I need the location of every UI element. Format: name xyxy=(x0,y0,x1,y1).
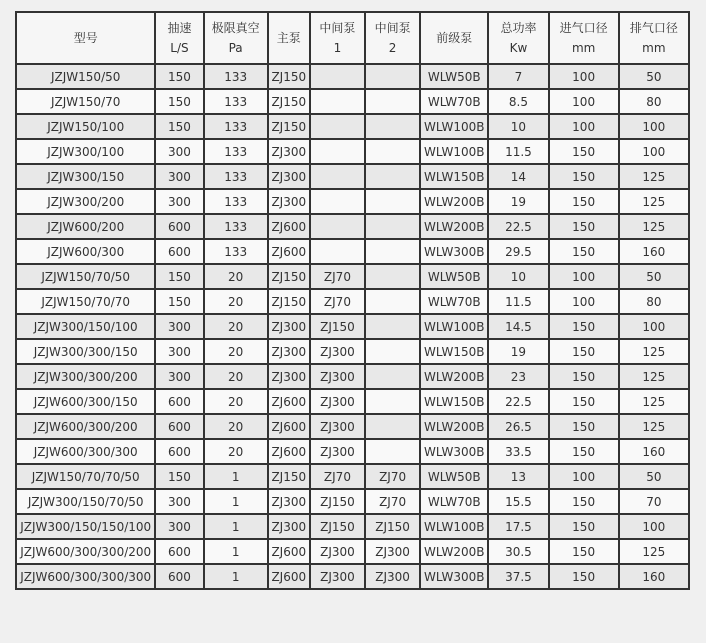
table-row xyxy=(16,514,689,539)
cell-backing: WLW100B xyxy=(420,514,488,539)
cell-vacuum: 20 xyxy=(204,439,268,464)
cell-main: ZJ300 xyxy=(268,489,310,514)
table-row xyxy=(16,414,689,439)
cell-main: ZJ600 xyxy=(268,414,310,439)
cell-outlet: 125 xyxy=(619,364,689,389)
cell-vacuum: 20 xyxy=(204,289,268,314)
cell-model: JZJW600/300/300/200 xyxy=(16,539,155,564)
cell-backing: WLW200B xyxy=(420,214,488,239)
column-header-mid-pump-2 xyxy=(365,12,420,64)
cell-mid1 xyxy=(310,214,365,239)
cell-backing: WLW300B xyxy=(420,239,488,264)
cell-mid1: ZJ70 xyxy=(310,264,365,289)
cell-vacuum: 20 xyxy=(204,314,268,339)
column-sub-label: 2 xyxy=(388,41,397,55)
cell-backing: WLW100B xyxy=(420,314,488,339)
cell-power: 15.5 xyxy=(488,489,548,514)
cell-mid1: ZJ150 xyxy=(310,514,365,539)
column-label: 总功率 xyxy=(500,21,537,35)
column-label: 中间泵 xyxy=(319,21,356,35)
cell-main: ZJ300 xyxy=(268,314,310,339)
cell-outlet: 80 xyxy=(619,89,689,114)
cell-main: ZJ600 xyxy=(268,439,310,464)
cell-backing: WLW150B xyxy=(420,339,488,364)
cell-model: JZJW150/100 xyxy=(16,114,155,139)
cell-backing: WLW200B xyxy=(420,539,488,564)
column-sub-label: mm xyxy=(642,41,666,55)
table-row xyxy=(16,464,689,489)
table-row xyxy=(16,314,689,339)
column-label: 型号 xyxy=(73,31,98,45)
table-row xyxy=(16,539,689,564)
cell-mid2 xyxy=(365,289,420,314)
table-row xyxy=(16,164,689,189)
cell-speed: 300 xyxy=(155,139,203,164)
table-row xyxy=(16,289,689,314)
cell-outlet: 125 xyxy=(619,214,689,239)
cell-main: ZJ300 xyxy=(268,164,310,189)
cell-speed: 600 xyxy=(155,439,203,464)
cell-outlet: 125 xyxy=(619,164,689,189)
cell-power: 17.5 xyxy=(488,514,548,539)
cell-model: JZJW600/300/300/300 xyxy=(16,564,155,589)
table-row xyxy=(16,189,689,214)
table-row xyxy=(16,214,689,239)
cell-inlet: 150 xyxy=(549,314,619,339)
cell-mid2: ZJ300 xyxy=(365,539,420,564)
cell-inlet: 150 xyxy=(549,364,619,389)
cell-main: ZJ150 xyxy=(268,289,310,314)
cell-power: 29.5 xyxy=(488,239,548,264)
table-row xyxy=(16,114,689,139)
cell-power: 14.5 xyxy=(488,314,548,339)
cell-speed: 300 xyxy=(155,189,203,214)
cell-vacuum: 1 xyxy=(204,564,268,589)
cell-outlet: 160 xyxy=(619,564,689,589)
column-label: 前级泵 xyxy=(436,31,473,45)
cell-outlet: 100 xyxy=(619,514,689,539)
cell-outlet: 50 xyxy=(619,464,689,489)
cell-outlet: 50 xyxy=(619,264,689,289)
cell-mid1: ZJ300 xyxy=(310,339,365,364)
table-row xyxy=(16,239,689,264)
cell-mid1: ZJ70 xyxy=(310,464,365,489)
cell-speed: 300 xyxy=(155,364,203,389)
cell-vacuum: 133 xyxy=(204,214,268,239)
cell-speed: 150 xyxy=(155,64,203,89)
cell-model: JZJW600/300 xyxy=(16,239,155,264)
cell-power: 26.5 xyxy=(488,414,548,439)
cell-power: 11.5 xyxy=(488,289,548,314)
cell-backing: WLW200B xyxy=(420,364,488,389)
column-header-inlet-diameter xyxy=(549,12,619,64)
cell-model: JZJW600/300/300 xyxy=(16,439,155,464)
cell-mid1 xyxy=(310,189,365,214)
table-row xyxy=(16,364,689,389)
cell-model: JZJW300/150/100 xyxy=(16,314,155,339)
cell-inlet: 150 xyxy=(549,189,619,214)
cell-vacuum: 20 xyxy=(204,339,268,364)
cell-outlet: 100 xyxy=(619,139,689,164)
cell-mid2 xyxy=(365,364,420,389)
cell-outlet: 125 xyxy=(619,539,689,564)
cell-main: ZJ600 xyxy=(268,389,310,414)
cell-main: ZJ300 xyxy=(268,364,310,389)
table-body xyxy=(16,64,689,589)
table-row xyxy=(16,339,689,364)
cell-mid1 xyxy=(310,89,365,114)
cell-outlet: 125 xyxy=(619,189,689,214)
cell-vacuum: 133 xyxy=(204,114,268,139)
cell-speed: 600 xyxy=(155,239,203,264)
cell-mid2: ZJ70 xyxy=(365,464,420,489)
cell-main: ZJ600 xyxy=(268,214,310,239)
cell-outlet: 50 xyxy=(619,64,689,89)
cell-speed: 600 xyxy=(155,539,203,564)
cell-mid2 xyxy=(365,389,420,414)
table-row xyxy=(16,139,689,164)
column-label: 极限真空 xyxy=(211,21,260,35)
cell-power: 13 xyxy=(488,464,548,489)
cell-inlet: 150 xyxy=(549,564,619,589)
cell-inlet: 150 xyxy=(549,439,619,464)
cell-power: 7 xyxy=(488,64,548,89)
cell-inlet: 100 xyxy=(549,264,619,289)
cell-mid2: ZJ70 xyxy=(365,489,420,514)
cell-speed: 300 xyxy=(155,489,203,514)
cell-backing: WLW300B xyxy=(420,439,488,464)
cell-outlet: 80 xyxy=(619,289,689,314)
cell-inlet: 100 xyxy=(549,464,619,489)
table-row xyxy=(16,389,689,414)
cell-speed: 150 xyxy=(155,464,203,489)
column-sub-label: mm xyxy=(571,41,596,55)
cell-backing: WLW150B xyxy=(420,389,488,414)
cell-outlet: 125 xyxy=(619,389,689,414)
cell-model: JZJW300/200 xyxy=(16,189,155,214)
cell-mid1: ZJ300 xyxy=(310,389,365,414)
cell-vacuum: 20 xyxy=(204,264,268,289)
cell-mid1: ZJ300 xyxy=(310,364,365,389)
column-label: 抽速 xyxy=(167,21,192,35)
cell-main: ZJ150 xyxy=(268,64,310,89)
column-label: 排气口径 xyxy=(629,21,678,35)
cell-speed: 300 xyxy=(155,514,203,539)
column-header-mid-pump-1 xyxy=(310,12,365,64)
cell-backing: WLW300B xyxy=(420,564,488,589)
cell-inlet: 150 xyxy=(549,489,619,514)
cell-mid1 xyxy=(310,164,365,189)
cell-mid2 xyxy=(365,439,420,464)
cell-speed: 150 xyxy=(155,89,203,114)
cell-power: 33.5 xyxy=(488,439,548,464)
cell-mid2 xyxy=(365,339,420,364)
cell-backing: WLW100B xyxy=(420,139,488,164)
cell-backing: WLW50B xyxy=(420,464,488,489)
cell-model: JZJW300/150/70/50 xyxy=(16,489,155,514)
cell-inlet: 150 xyxy=(549,514,619,539)
cell-speed: 300 xyxy=(155,164,203,189)
column-label: 中间泵 xyxy=(374,21,411,35)
column-header-backing-pump xyxy=(420,12,488,64)
cell-mid1: ZJ300 xyxy=(310,439,365,464)
cell-mid1: ZJ300 xyxy=(310,539,365,564)
cell-main: ZJ300 xyxy=(268,514,310,539)
cell-backing: WLW50B xyxy=(420,264,488,289)
cell-inlet: 100 xyxy=(549,89,619,114)
cell-backing: WLW70B xyxy=(420,289,488,314)
cell-vacuum: 1 xyxy=(204,489,268,514)
cell-mid2 xyxy=(365,64,420,89)
table-header xyxy=(16,12,689,64)
cell-model: JZJW600/200 xyxy=(16,214,155,239)
column-header-speed xyxy=(155,12,203,64)
cell-backing: WLW70B xyxy=(420,489,488,514)
cell-vacuum: 20 xyxy=(204,364,268,389)
cell-power: 10 xyxy=(488,114,548,139)
cell-vacuum: 133 xyxy=(204,64,268,89)
cell-model: JZJW600/300/200 xyxy=(16,414,155,439)
cell-inlet: 100 xyxy=(549,64,619,89)
cell-inlet: 150 xyxy=(549,139,619,164)
cell-backing: WLW200B xyxy=(420,414,488,439)
cell-main: ZJ300 xyxy=(268,339,310,364)
cell-mid2 xyxy=(365,239,420,264)
cell-model: JZJW300/150 xyxy=(16,164,155,189)
cell-vacuum: 133 xyxy=(204,164,268,189)
cell-mid1 xyxy=(310,239,365,264)
cell-mid1: ZJ70 xyxy=(310,289,365,314)
cell-mid2 xyxy=(365,314,420,339)
cell-outlet: 125 xyxy=(619,339,689,364)
column-header-outlet-diameter xyxy=(619,12,689,64)
cell-inlet: 150 xyxy=(549,239,619,264)
cell-speed: 300 xyxy=(155,314,203,339)
table-row xyxy=(16,439,689,464)
cell-power: 19 xyxy=(488,339,548,364)
cell-vacuum: 1 xyxy=(204,539,268,564)
cell-mid1: ZJ150 xyxy=(310,314,365,339)
cell-vacuum: 1 xyxy=(204,464,268,489)
column-sub-label: 1 xyxy=(333,41,342,55)
cell-inlet: 150 xyxy=(549,389,619,414)
cell-speed: 150 xyxy=(155,114,203,139)
cell-main: ZJ600 xyxy=(268,564,310,589)
table-row xyxy=(16,264,689,289)
column-header-power xyxy=(488,12,548,64)
cell-vacuum: 133 xyxy=(204,189,268,214)
cell-outlet: 160 xyxy=(619,439,689,464)
cell-speed: 600 xyxy=(155,564,203,589)
cell-mid1 xyxy=(310,139,365,164)
cell-power: 14 xyxy=(488,164,548,189)
cell-power: 10 xyxy=(488,264,548,289)
cell-vacuum: 133 xyxy=(204,139,268,164)
cell-mid2 xyxy=(365,89,420,114)
cell-main: ZJ300 xyxy=(268,189,310,214)
cell-backing: WLW200B xyxy=(420,189,488,214)
cell-backing: WLW150B xyxy=(420,164,488,189)
cell-model: JZJW300/300/200 xyxy=(16,364,155,389)
cell-vacuum: 20 xyxy=(204,414,268,439)
cell-mid1: ZJ300 xyxy=(310,414,365,439)
cell-mid2 xyxy=(365,164,420,189)
cell-power: 23 xyxy=(488,364,548,389)
cell-inlet: 150 xyxy=(549,164,619,189)
cell-power: 19 xyxy=(488,189,548,214)
cell-model: JZJW300/300/150 xyxy=(16,339,155,364)
cell-mid2 xyxy=(365,264,420,289)
cell-model: JZJW600/300/150 xyxy=(16,389,155,414)
cell-speed: 600 xyxy=(155,214,203,239)
cell-inlet: 150 xyxy=(549,214,619,239)
cell-speed: 600 xyxy=(155,414,203,439)
cell-power: 8.5 xyxy=(488,89,548,114)
table-row xyxy=(16,89,689,114)
cell-speed: 150 xyxy=(155,289,203,314)
cell-backing: WLW100B xyxy=(420,114,488,139)
table-row xyxy=(16,564,689,589)
cell-mid2 xyxy=(365,189,420,214)
cell-outlet: 100 xyxy=(619,314,689,339)
cell-speed: 150 xyxy=(155,264,203,289)
table-row xyxy=(16,64,689,89)
cell-main: ZJ150 xyxy=(268,89,310,114)
cell-model: JZJW150/70/50 xyxy=(16,264,155,289)
cell-inlet: 150 xyxy=(549,539,619,564)
cell-power: 37.5 xyxy=(488,564,548,589)
cell-mid2 xyxy=(365,139,420,164)
cell-speed: 600 xyxy=(155,389,203,414)
cell-inlet: 150 xyxy=(549,414,619,439)
cell-outlet: 70 xyxy=(619,489,689,514)
column-header-model xyxy=(16,12,155,64)
cell-inlet: 100 xyxy=(549,114,619,139)
column-sub-label: Kw xyxy=(509,41,528,55)
cell-mid1 xyxy=(310,114,365,139)
cell-mid1 xyxy=(310,64,365,89)
column-sub-label: L/S xyxy=(170,41,189,55)
cell-mid1: ZJ300 xyxy=(310,564,365,589)
cell-main: ZJ150 xyxy=(268,114,310,139)
cell-vacuum: 133 xyxy=(204,89,268,114)
cell-backing: WLW50B xyxy=(420,64,488,89)
cell-outlet: 100 xyxy=(619,114,689,139)
cell-vacuum: 133 xyxy=(204,239,268,264)
column-label: 主泵 xyxy=(276,31,301,45)
column-label: 进气口径 xyxy=(559,21,608,35)
cell-vacuum: 1 xyxy=(204,514,268,539)
cell-inlet: 150 xyxy=(549,339,619,364)
column-header-vacuum xyxy=(204,12,268,64)
cell-main: ZJ600 xyxy=(268,239,310,264)
cell-outlet: 160 xyxy=(619,239,689,264)
cell-model: JZJW150/50 xyxy=(16,64,155,89)
cell-model: JZJW150/70/70 xyxy=(16,289,155,314)
cell-backing: WLW70B xyxy=(420,89,488,114)
cell-power: 22.5 xyxy=(488,214,548,239)
cell-mid2 xyxy=(365,414,420,439)
cell-main: ZJ150 xyxy=(268,464,310,489)
cell-power: 22.5 xyxy=(488,389,548,414)
column-header-main-pump xyxy=(268,12,310,64)
header-row xyxy=(16,12,689,64)
cell-main: ZJ300 xyxy=(268,139,310,164)
cell-speed: 300 xyxy=(155,339,203,364)
cell-main: ZJ150 xyxy=(268,264,310,289)
cell-main: ZJ600 xyxy=(268,539,310,564)
cell-model: JZJW150/70/70/50 xyxy=(16,464,155,489)
cell-mid2 xyxy=(365,214,420,239)
cell-model: JZJW150/70 xyxy=(16,89,155,114)
pump-spec-table xyxy=(15,11,690,590)
column-sub-label: Pa xyxy=(228,41,243,55)
cell-model: JZJW300/150/150/100 xyxy=(16,514,155,539)
cell-mid2: ZJ150 xyxy=(365,514,420,539)
cell-power: 11.5 xyxy=(488,139,548,164)
cell-model: JZJW300/100 xyxy=(16,139,155,164)
cell-vacuum: 20 xyxy=(204,389,268,414)
cell-mid1: ZJ150 xyxy=(310,489,365,514)
cell-outlet: 125 xyxy=(619,414,689,439)
cell-power: 30.5 xyxy=(488,539,548,564)
cell-mid2: ZJ300 xyxy=(365,564,420,589)
table-row xyxy=(16,489,689,514)
cell-mid2 xyxy=(365,114,420,139)
cell-inlet: 100 xyxy=(549,289,619,314)
